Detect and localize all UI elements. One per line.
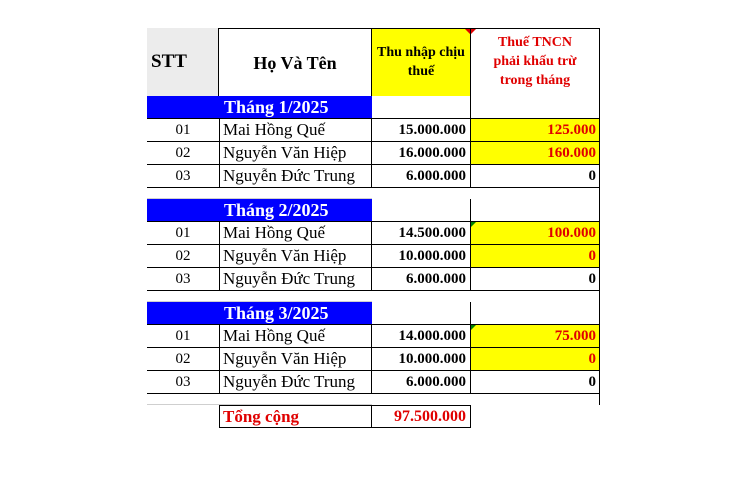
table-row [147, 268, 600, 291]
header-name[interactable]: Họ Và Tên [219, 28, 372, 96]
tax-spreadsheet [147, 28, 600, 428]
tax-cell[interactable] [471, 325, 600, 348]
cell[interactable] [372, 96, 471, 119]
income-cell[interactable]: 10.000.000 [372, 245, 471, 268]
name-cell[interactable]: Nguyễn Văn Hiệp [219, 142, 372, 165]
stt-cell[interactable]: 02 [147, 245, 219, 268]
income-cell[interactable]: 14.000.000 [372, 325, 471, 348]
month-label[interactable]: Tháng 2/2025 [147, 199, 372, 222]
header-tax-label: Thuế TNCN phải khấu trừ trong tháng [493, 35, 577, 88]
header-stt[interactable]: STT [147, 28, 219, 96]
cell[interactable] [471, 96, 600, 119]
tax-cell[interactable] [471, 165, 600, 188]
stt-cell[interactable]: 01 [147, 222, 219, 245]
stt-cell[interactable]: 01 [147, 119, 219, 142]
name-cell[interactable]: Mai Hồng Quế [219, 222, 372, 245]
table-row [147, 222, 600, 245]
name-cell[interactable]: Mai Hồng Quế [219, 325, 372, 348]
name-cell[interactable]: Mai Hồng Quế [219, 119, 372, 142]
tax-value: 0 [588, 351, 596, 367]
comment-marker-icon [471, 29, 476, 34]
tax-value: 0 [588, 168, 596, 184]
income-cell[interactable]: 10.000.000 [372, 348, 471, 371]
table-row [147, 245, 600, 268]
total-label[interactable]: Tổng cộng [219, 405, 372, 428]
stt-cell[interactable]: 03 [147, 268, 219, 291]
tax-value: 160.000 [547, 145, 596, 161]
header-tax[interactable] [471, 28, 600, 96]
name-cell[interactable]: Nguyễn Đức Trung [219, 371, 372, 394]
table-row [147, 325, 600, 348]
month-header-row [147, 302, 600, 325]
tax-cell[interactable] [471, 245, 600, 268]
income-cell[interactable]: 15.000.000 [372, 119, 471, 142]
spacer-row [147, 394, 600, 405]
error-marker-icon [471, 222, 476, 227]
cell[interactable] [372, 199, 471, 222]
header-income-label: Thu nhập chịu thuế [377, 45, 465, 79]
tax-value: 0 [588, 248, 596, 264]
income-cell[interactable]: 6.000.000 [372, 268, 471, 291]
table-row [147, 142, 600, 165]
table-row [147, 165, 600, 188]
tax-value: 0 [588, 374, 596, 390]
income-cell[interactable]: 14.500.000 [372, 222, 471, 245]
income-cell[interactable]: 6.000.000 [372, 165, 471, 188]
tax-cell[interactable] [471, 222, 600, 245]
stt-cell[interactable]: 02 [147, 348, 219, 371]
month-label[interactable]: Tháng 3/2025 [147, 302, 372, 325]
table-row [147, 371, 600, 394]
cell[interactable] [471, 199, 600, 222]
name-cell[interactable]: Nguyễn Đức Trung [219, 268, 372, 291]
tax-cell[interactable] [471, 268, 600, 291]
tax-cell[interactable] [471, 119, 600, 142]
total-row [147, 405, 600, 428]
table-body [147, 96, 600, 428]
header-income[interactable] [372, 28, 471, 96]
tax-value: 100.000 [547, 225, 596, 241]
stt-cell[interactable]: 02 [147, 142, 219, 165]
tax-value: 125.000 [547, 122, 596, 138]
spacer-row [147, 291, 600, 302]
month-header-row [147, 199, 600, 222]
table-row [147, 348, 600, 371]
month-header-row [147, 96, 600, 119]
cell[interactable] [372, 302, 471, 325]
total-value[interactable]: 97.500.000 [372, 405, 471, 428]
name-cell[interactable]: Nguyễn Văn Hiệp [219, 245, 372, 268]
tax-cell[interactable] [471, 348, 600, 371]
stt-cell[interactable]: 01 [147, 325, 219, 348]
tax-cell[interactable] [471, 142, 600, 165]
month-label[interactable]: Tháng 1/2025 [147, 96, 372, 119]
table-row [147, 119, 600, 142]
income-cell[interactable]: 6.000.000 [372, 371, 471, 394]
tax-value: 0 [588, 271, 596, 287]
income-cell[interactable]: 16.000.000 [372, 142, 471, 165]
error-marker-icon [471, 325, 476, 330]
name-cell[interactable]: Nguyễn Đức Trung [219, 165, 372, 188]
comment-marker-icon [465, 29, 470, 34]
tax-value: 75.000 [554, 328, 596, 344]
stt-cell[interactable]: 03 [147, 165, 219, 188]
spacer-row [147, 188, 600, 199]
tax-cell[interactable] [471, 371, 600, 394]
cell[interactable] [471, 302, 600, 325]
header-row [147, 28, 600, 96]
name-cell[interactable]: Nguyễn Văn Hiệp [219, 348, 372, 371]
stt-cell[interactable]: 03 [147, 371, 219, 394]
